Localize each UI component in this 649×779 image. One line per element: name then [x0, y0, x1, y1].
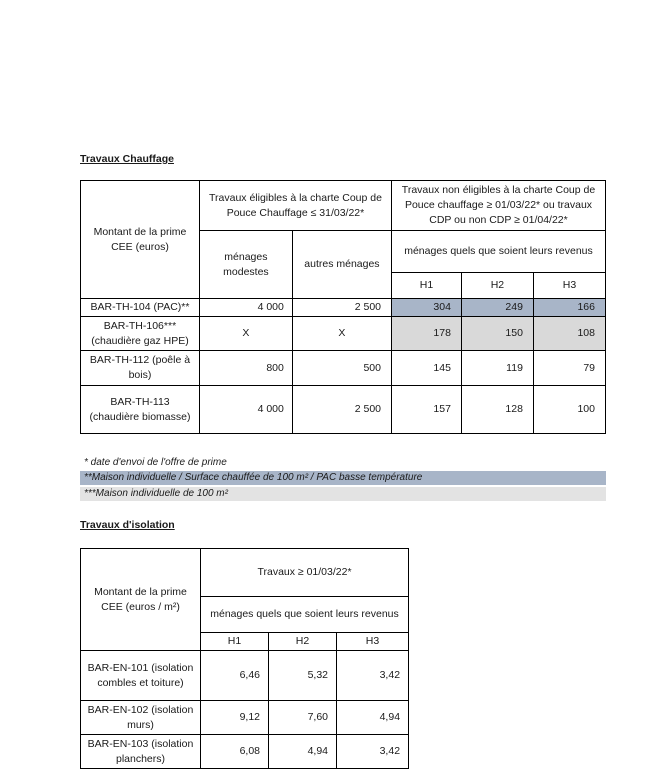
- table-row: [81, 701, 409, 735]
- other-value: 2 500: [292, 299, 391, 317]
- footnote-pac: **Maison individuelle / Surface chauffée de 100 m² / PAC basse température: [80, 471, 606, 485]
- zone-h2-header: H2: [269, 633, 337, 651]
- modest-value: 4 000: [199, 299, 292, 317]
- h2-value: 150: [461, 317, 533, 351]
- all-income-header: ménages quels que soient leurs revenus: [392, 231, 606, 273]
- h2-value: 7,60: [269, 701, 337, 735]
- insulation-table: [80, 548, 409, 769]
- h2-value: 128: [461, 386, 533, 434]
- heating-table: [80, 180, 606, 434]
- other-value: X: [292, 317, 391, 351]
- h3-value: 4,94: [337, 701, 409, 735]
- zone-h1-header: H1: [392, 273, 462, 299]
- eligible-header: Travaux éligibles à la charte Coup de Pouce Chauffage ≤ 31/03/22*: [199, 181, 391, 231]
- h1-value: 157: [392, 386, 462, 434]
- table-row: [81, 651, 409, 701]
- h2-value: 119: [461, 351, 533, 386]
- works-date-header: Travaux ≥ 01/03/22*: [201, 549, 409, 597]
- row-label: BAR-EN-102 (isolation murs): [81, 701, 201, 735]
- h1-value: 145: [392, 351, 462, 386]
- row-label: BAR-TH-112 (poêle à bois): [81, 351, 200, 386]
- row-label: BAR-TH-106*** (chaudière gaz HPE): [81, 317, 200, 351]
- other-value: 500: [292, 351, 391, 386]
- h1-value: 6,08: [201, 735, 269, 769]
- row-label: BAR-TH-113 (chaudière biomasse): [81, 386, 200, 434]
- zone-h3-header: H3: [337, 633, 409, 651]
- row-label: BAR-EN-101 (isolation combles et toiture): [81, 651, 201, 701]
- row-label: BAR-TH-104 (PAC)**: [81, 299, 200, 317]
- table-row: [81, 317, 606, 351]
- h1-value: 6,46: [201, 651, 269, 701]
- modest-value: 4 000: [199, 386, 292, 434]
- insulation-section-title: Travaux d'isolation: [80, 519, 175, 531]
- heating-section-title: Travaux Chauffage: [80, 153, 174, 165]
- h3-value: 3,42: [337, 651, 409, 701]
- footnote-date: * date d'envoi de l'offre de prime: [84, 457, 227, 468]
- zone-h3-header: H3: [533, 273, 605, 299]
- all-income-header: ménages quels que soient leurs revenus: [201, 597, 409, 633]
- h2-value: 249: [461, 299, 533, 317]
- h1-value: 304: [392, 299, 462, 317]
- other-value: 2 500: [292, 386, 391, 434]
- heating-amount-header: Montant de la prime CEE (euros): [81, 181, 200, 299]
- table-row: [81, 351, 606, 386]
- zone-h2-header: H2: [461, 273, 533, 299]
- h3-value: 100: [533, 386, 605, 434]
- footnote-house: ***Maison individuelle de 100 m²: [80, 487, 606, 501]
- other-households-header: autres ménages: [292, 231, 391, 299]
- h1-value: 178: [392, 317, 462, 351]
- table-row: [81, 735, 409, 769]
- table-row: [81, 386, 606, 434]
- modest-value: X: [199, 317, 292, 351]
- modest-value: 800: [199, 351, 292, 386]
- non-eligible-header: Travaux non éligibles à la charte Coup de Pouce chauffage ≥ 01/03/22* ou travaux CDP ou non CDP ≥ 01/04/22*: [392, 181, 606, 231]
- h1-value: 9,12: [201, 701, 269, 735]
- row-label: BAR-EN-103 (isolation planchers): [81, 735, 201, 769]
- h2-value: 4,94: [269, 735, 337, 769]
- modest-households-header: ménages modestes: [199, 231, 292, 299]
- h2-value: 5,32: [269, 651, 337, 701]
- h3-value: 166: [533, 299, 605, 317]
- insulation-amount-header: Montant de la prime CEE (euros / m²): [81, 549, 201, 651]
- h3-value: 79: [533, 351, 605, 386]
- zone-h1-header: H1: [201, 633, 269, 651]
- h3-value: 108: [533, 317, 605, 351]
- table-row: [81, 299, 606, 317]
- h3-value: 3,42: [337, 735, 409, 769]
